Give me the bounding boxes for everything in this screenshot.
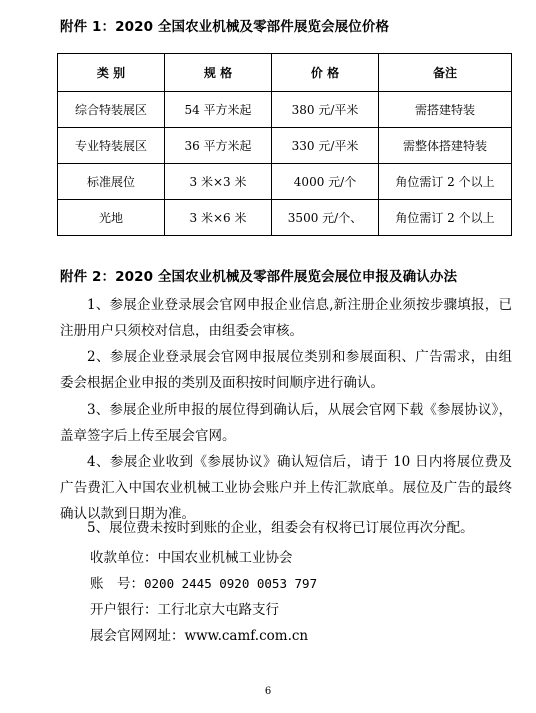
- table-row: [58, 164, 512, 200]
- procedure-paragraph-3: 3、参展企业所申报的展位得到确认后，从展会官网下载《参展协议》，盖章签字后上传至展会官网。: [60, 402, 512, 445]
- bank-line: [90, 598, 279, 618]
- procedure-paragraph-1: 1、参展企业登录展会官网申报企业信息,新注册企业须按步骤填报，已注册用户只须校对信息，由组委会审核。: [60, 297, 512, 340]
- cell-price: 4000 元/个: [272, 164, 379, 200]
- payee-line: [90, 546, 293, 566]
- account-line: [90, 572, 317, 592]
- attachment2-title: 附件 2：2020 全国农业机械及零部件展览会展位申报及确认办法: [60, 269, 458, 285]
- account-value: 0200 2445 0920 0053 797: [144, 576, 318, 591]
- page-number: 6: [264, 686, 272, 697]
- price-table: [57, 53, 512, 236]
- table-header-row: [58, 54, 512, 92]
- cell-price: 380 元/平米: [272, 92, 379, 128]
- procedure-paragraph-5: 5、展位费未按时到账的企业，组委会有权将已订展位再次分配。: [87, 520, 474, 536]
- procedure-paragraph-2: 2、参展企业登录展会官网申报展位类别和参展面积、广告需求，由组委会根据企业申报的类别及面积按时间顺序进行确认。: [60, 349, 512, 392]
- header-category: 类 别: [58, 54, 165, 92]
- header-price: 价 格: [272, 54, 379, 92]
- cell-spec: 3 米×6 米: [165, 200, 272, 236]
- cell-category: 光地: [58, 200, 165, 236]
- cell-category: 标准展位: [58, 164, 165, 200]
- payee-value: 中国农业机械工业协会: [157, 550, 293, 566]
- attachment1-title: 附件 1：2020 全国农业机械及零部件展览会展位价格: [60, 19, 390, 35]
- payee-label: 收款单位：: [90, 550, 158, 566]
- website-label: 展会官网网址：: [90, 628, 185, 644]
- bank-label: 开户银行：: [90, 602, 158, 618]
- cell-spec: 54 平方米起: [165, 92, 272, 128]
- cell-category: 综合特装展区: [58, 92, 165, 128]
- header-notes: 备注: [379, 54, 512, 92]
- cell-notes: 需搭建特装: [379, 92, 512, 128]
- procedure-paragraph-4: 4、参展企业收到《参展协议》确认短信后，请于 10 日内将展位费及广告费汇入中国农业机械工业协会账户并上传汇款底单。展位及广告的最终确认以款到日期为准。: [60, 454, 512, 523]
- website-link[interactable]: www.camf.com.cn: [184, 628, 309, 644]
- bank-value: 工行北京大屯路支行: [157, 602, 279, 618]
- header-spec: 规 格: [165, 54, 272, 92]
- cell-price: 3500 元/个、: [272, 200, 379, 236]
- cell-spec: 3 米×3 米: [165, 164, 272, 200]
- cell-notes: 角位需订 2 个以上: [379, 164, 512, 200]
- table-row: [58, 128, 512, 164]
- website-line: [90, 624, 308, 644]
- table-row: [58, 92, 512, 128]
- table-row: [58, 200, 512, 236]
- cell-category: 专业特装展区: [58, 128, 165, 164]
- cell-spec: 36 平方米起: [165, 128, 272, 164]
- cell-notes: 角位需订 2 个以上: [379, 200, 512, 236]
- cell-notes: 需整体搭建特装: [379, 128, 512, 164]
- cell-price: 330 元/平米: [272, 128, 379, 164]
- account-label: 账 号：: [90, 576, 144, 592]
